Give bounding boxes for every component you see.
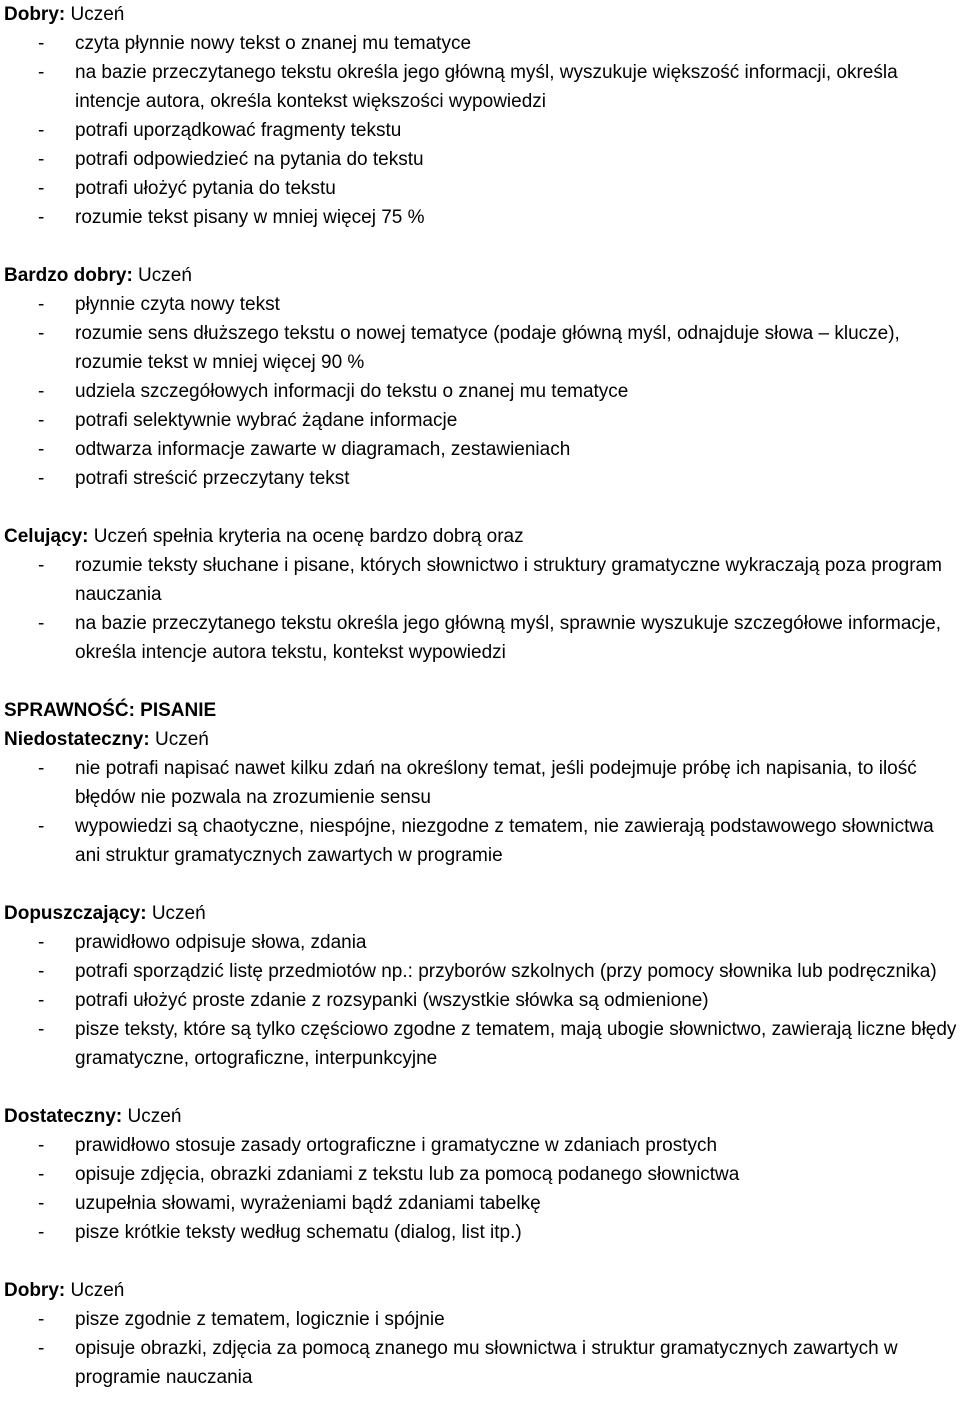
criteria-list-item [4,957,960,986]
criteria-list-item [4,986,960,1015]
criteria-list-item [4,174,960,203]
list-dash: - [38,1135,45,1156]
grade-heading [4,261,960,290]
list-dash: - [38,555,45,576]
criteria-text: prawidłowo odpisuje słowa, zdania [75,932,367,953]
criteria-list-item [4,1189,960,1218]
criteria-list-item [4,406,960,435]
reading-criteria [4,0,960,696]
grade-heading [4,725,960,754]
list-dash: - [38,1164,45,1185]
criteria-list-item [4,1305,960,1334]
list-dash: - [38,33,45,54]
criteria-list-item [4,1334,960,1392]
criteria-list-item [4,435,960,464]
list-dash: - [38,468,45,489]
criteria-text: potrafi selektywnie wybrać żądane informacje [75,410,458,431]
criteria-list-item [4,377,960,406]
grade-section [4,899,960,1073]
criteria-text: rozumie sens dłuższego tekstu o nowej tematyce (podaje główną myśl, odnajduje słowa – klucze), rozumie tekst w mniej więcej 90 % [75,323,900,373]
list-dash: - [38,758,45,779]
grade-heading [4,1102,960,1131]
grade-section [4,522,960,667]
criteria-list-item [4,754,960,812]
list-dash: - [38,961,45,982]
criteria-list-item [4,116,960,145]
criteria-list-item [4,464,960,493]
criteria-list-item [4,551,960,609]
list-dash: - [38,816,45,837]
writing-criteria [4,725,960,1392]
grade-heading [4,0,960,29]
list-dash: - [38,178,45,199]
skill-title: SPRAWNOŚĆ: PISANIE [4,700,217,721]
criteria-text: rozumie teksty słuchane i pisane, których słownictwo i struktury gramatyczne wykraczają poza program nauczania [75,555,942,605]
list-dash: - [38,932,45,953]
criteria-text: wypowiedzi są chaotyczne, niespójne, niezgodne z tematem, nie zawierają podstawowego słownictwa ani struktur gramatycznych zawartych w programie [75,816,934,866]
grade-heading-text: Uczeń [149,729,209,750]
criteria-list-item [4,58,960,116]
section-gap [4,493,960,522]
criteria-list-item [4,1218,960,1247]
grade-label: Bardzo dobry: [4,265,133,286]
section-gap [4,1073,960,1102]
grade-heading [4,899,960,928]
list-dash: - [38,1222,45,1243]
grade-section [4,725,960,870]
list-dash: - [38,294,45,315]
criteria-text: uzupełnia słowami, wyrażeniami bądź zdaniami tabelkę [75,1193,541,1214]
grade-label: Dobry: [4,1280,66,1301]
criteria-text: opisuje obrazki, zdjęcia za pomocą znanego mu słownictwa i struktur gramatycznych zawartych w programie nauczania [75,1338,898,1388]
list-dash: - [38,323,45,344]
criteria-text: potrafi ułożyć proste zdanie z rozsypanki (wszystkie słówka są odmienione) [75,990,709,1011]
grade-label: Dobry: [4,4,66,25]
grade-section [4,1102,960,1247]
grade-section [4,0,960,232]
list-dash: - [38,439,45,460]
criteria-text: opisuje zdjęcia, obrazki zdaniami z tekstu lub za pomocą podanego słownictwa [75,1164,740,1185]
grade-heading-text: Uczeń [122,1106,182,1127]
criteria-text: prawidłowo stosuje zasady ortograficzne i gramatyczne w zdaniach prostych [75,1135,718,1156]
criteria-text: udziela szczegółowych informacji do tekstu o znanej mu tematyce [75,381,629,402]
list-dash: - [38,1019,45,1040]
list-dash: - [38,149,45,170]
grade-heading [4,1276,960,1305]
grade-heading [4,522,960,551]
grade-heading-text: Uczeń spełnia kryteria na ocenę bardzo dobrą oraz [88,526,524,547]
list-dash: - [38,1193,45,1214]
grade-heading-text: Uczeń [65,1280,125,1301]
criteria-text: potrafi uporządkować fragmenty tekstu [75,120,402,141]
criteria-list-item [4,319,960,377]
criteria-list-item [4,203,960,232]
grade-label: Dostateczny: [4,1106,123,1127]
list-dash: - [38,381,45,402]
grade-heading-text: Uczeń [146,903,206,924]
criteria-text: potrafi sporządzić listę przedmiotów np.: przyborów szkolnych (przy pomocy słownika lub podręcznika) [75,961,937,982]
criteria-text: potrafi ułożyć pytania do tekstu [75,178,336,199]
criteria-list-item [4,145,960,174]
criteria-text: na bazie przeczytanego tekstu określa jego główną myśl, wyszukuje większość informacji, określa intencje autora, określa kontekst większości wypowiedzi [75,62,898,112]
section-gap [4,667,960,696]
grade-heading-text: Uczeń [132,265,192,286]
criteria-list-item [4,290,960,319]
criteria-text: na bazie przeczytanego tekstu określa jego główną myśl, sprawnie wyszukuje szczegółowe informacje, określa intencje autora tekstu, kontekst wypowiedzi [75,613,941,663]
section-gap [4,1247,960,1276]
list-dash: - [38,120,45,141]
grade-section [4,1276,960,1392]
section-gap [4,870,960,899]
list-dash: - [38,1309,45,1330]
criteria-text: pisze krótkie teksty według schematu (dialog, list itp.) [75,1222,522,1243]
criteria-text: potrafi streścić przeczytany tekst [75,468,350,489]
grade-section [4,261,960,493]
list-dash: - [38,613,45,634]
criteria-text: nie potrafi napisać nawet kilku zdań na określony temat, jeśli podejmuje próbę ich napisania, to ilość błędów nie pozwala na zrozumienie sensu [75,758,917,808]
criteria-text: potrafi odpowiedzieć na pytania do tekstu [75,149,424,170]
criteria-list-item [4,812,960,870]
criteria-list-item [4,928,960,957]
grade-label: Niedostateczny: [4,729,150,750]
list-dash: - [38,990,45,1011]
grade-label: Dopuszczający: [4,903,147,924]
criteria-text: czyta płynnie nowy tekst o znanej mu tematyce [75,33,472,54]
section-gap [4,232,960,261]
grade-label: Celujący: [4,526,89,547]
grade-heading-text: Uczeń [65,4,125,25]
criteria-text: odtwarza informacje zawarte w diagramach, zestawieniach [75,439,571,460]
list-dash: - [38,410,45,431]
criteria-text: płynnie czyta nowy tekst [75,294,280,315]
list-dash: - [38,62,45,83]
criteria-list-item [4,1015,960,1073]
criteria-text: rozumie tekst pisany w mniej więcej 75 % [75,207,425,228]
criteria-text: pisze zgodnie z tematem, logicznie i spójnie [75,1309,445,1330]
criteria-list-item [4,1131,960,1160]
list-dash: - [38,1338,45,1359]
criteria-list-item [4,1160,960,1189]
criteria-list-item [4,609,960,667]
criteria-text: pisze teksty, które są tylko częściowo zgodne z tematem, mają ubogie słownictwo, zawierają liczne błędy gramatyczne, ortograficzne, interpunkcyjne [75,1019,957,1069]
list-dash: - [38,207,45,228]
criteria-list-item [4,29,960,58]
